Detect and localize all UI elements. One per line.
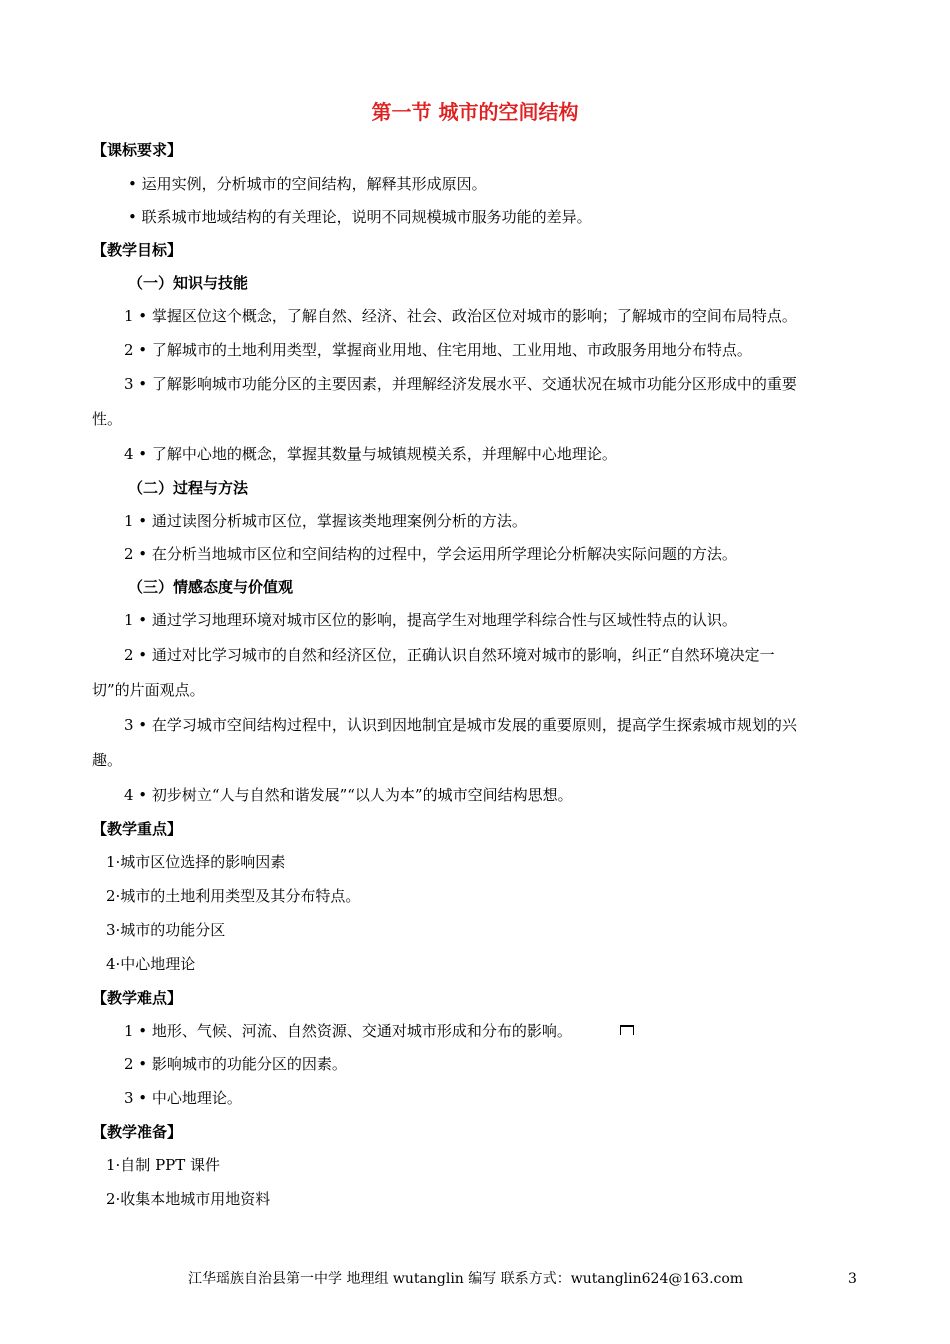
section-heading-objectives: 【教学目标】 bbox=[92, 241, 183, 259]
list-item: 1 • 掌握区位这个概念，了解自然、经济、社会、政治区位对城市的影响；了解城市的空间布局特点。 bbox=[124, 307, 797, 325]
list-item: 1 • 地形、气候、河流、自然资源、交通对城市形成和分布的影响。 bbox=[124, 1022, 572, 1040]
list-item: 2 • 了解城市的土地利用类型，掌握商业用地、住宅用地、工业用地、市政服务用地分布特点。 bbox=[124, 341, 752, 359]
list-item: 2·城市的土地利用类型及其分布特点。 bbox=[106, 887, 361, 905]
section-heading-difficulties: 【教学难点】 bbox=[92, 989, 183, 1007]
list-item: 3 • 了解影响城市功能分区的主要因素，并理解经济发展水平、交通状况在城市功能分区形成中的重要 bbox=[124, 375, 797, 393]
editing-mark bbox=[620, 1025, 634, 1035]
subsection-heading: （二）过程与方法 bbox=[128, 479, 249, 497]
section-heading-preparation: 【教学准备】 bbox=[92, 1123, 183, 1141]
list-item: 3 • 中心地理论。 bbox=[124, 1089, 242, 1107]
list-item: 2 • 影响城市的功能分区的因素。 bbox=[124, 1055, 347, 1073]
list-item: 3 • 在学习城市空间结构过程中，认识到因地制宜是城市发展的重要原则，提高学生探索城市规划的兴 bbox=[124, 716, 797, 734]
list-item: 4·中心地理论 bbox=[106, 955, 196, 973]
list-item: 4 • 初步树立“人与自然和谐发展”“以人为本”的城市空间结构思想。 bbox=[124, 786, 573, 804]
section-heading-curriculum: 【课标要求】 bbox=[92, 141, 183, 159]
list-item: 1 • 通过学习地理环境对城市区位的影响，提高学生对地理学科综合性与区域性特点的认识。 bbox=[124, 611, 737, 629]
list-item: 1·城市区位选择的影响因素 bbox=[106, 853, 286, 871]
list-item: 3·城市的功能分区 bbox=[106, 921, 226, 939]
list-item-continuation: 性。 bbox=[92, 410, 123, 428]
list-item-continuation: 切”的片面观点。 bbox=[92, 681, 205, 699]
page-title: 第一节 城市的空间结构 bbox=[371, 100, 579, 124]
list-item: 1 • 通过读图分析城市区位，掌握该类地理案例分析的方法。 bbox=[124, 512, 527, 530]
section-heading-key-points: 【教学重点】 bbox=[92, 820, 183, 838]
subsection-heading: （一）知识与技能 bbox=[128, 274, 249, 292]
page-footer: 江华瑶族自治县第一中学 地理组 wutanglin 编写 联系方式：wutanglin624@163.com bbox=[188, 1271, 744, 1287]
list-item: 2 • 通过对比学习城市的自然和经济区位，正确认识自然环境对城市的影响，纠正“自然环境决定一 bbox=[124, 646, 775, 664]
list-item: • 运用实例，分析城市的空间结构，解释其形成原因。 bbox=[128, 175, 487, 193]
list-item: 1·自制 PPT 课件 bbox=[106, 1156, 221, 1174]
list-item: • 联系城市地域结构的有关理论，说明不同规模城市服务功能的差异。 bbox=[128, 208, 592, 226]
list-item: 2 • 在分析当地城市区位和空间结构的过程中，学会运用所学理论分析解决实际问题的方法。 bbox=[124, 545, 737, 563]
list-item: 2·收集本地城市用地资料 bbox=[106, 1190, 271, 1208]
list-item-continuation: 趣。 bbox=[92, 751, 123, 769]
list-item: 4 • 了解中心地的概念，掌握其数量与城镇规模关系，并理解中心地理论。 bbox=[124, 445, 617, 463]
subsection-heading: （三）情感态度与价值观 bbox=[128, 578, 294, 596]
page-number: 3 bbox=[848, 1271, 857, 1287]
